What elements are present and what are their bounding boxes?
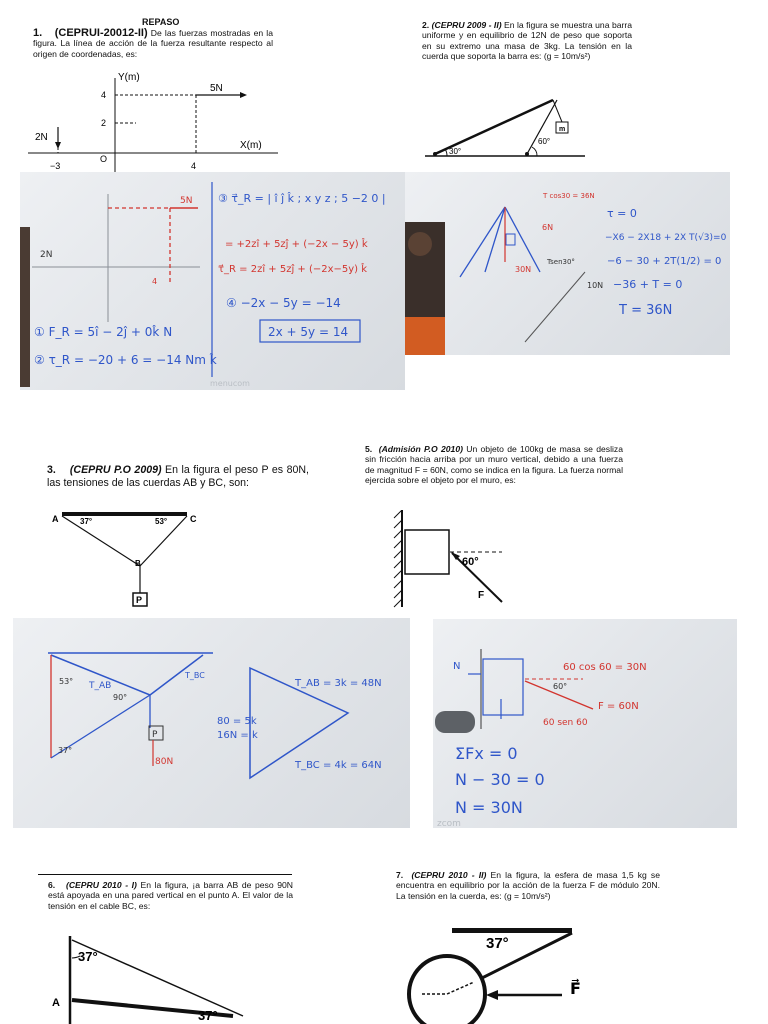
problem-3-source: (CEPRU P.O 2009)	[69, 464, 162, 476]
board3-tri-80: 80 = 5k	[217, 716, 257, 727]
board2-eq5: T = 36N	[619, 303, 673, 318]
problem-6-statement	[48, 880, 293, 911]
board1-4: 4	[152, 277, 158, 286]
problem-6-rule	[38, 874, 292, 875]
problem-1-figure	[28, 70, 288, 174]
angle-37-label: 37°	[486, 935, 509, 952]
problem-2-source: (CEPRU 2009 - II)	[431, 20, 502, 30]
board2-eq3: −6 − 30 + 2T(1/2) = 0	[607, 256, 722, 267]
tick-x4: 4	[191, 161, 197, 171]
board4-line2: N − 30 = 0	[455, 770, 545, 789]
problem-6-text: En la figura, ¡a barra AB de peso 90N está apoyada en una pared vertical en el punto A. El valor de la tensión en el cable BC, es:	[48, 880, 293, 911]
problem-5-figure	[362, 510, 522, 608]
board4-sen: 60 sen 60	[543, 718, 588, 728]
whiteboard-photo-4	[433, 619, 737, 828]
angle-37-label: 37°	[80, 517, 93, 526]
problem-6-figure	[48, 936, 258, 1024]
tick-xm3: −3	[50, 161, 61, 171]
problem-7-number: 7.	[396, 870, 404, 880]
tick-y2: 2	[101, 118, 107, 128]
problem-3-text: En la figura el peso P es 80N, las tensiones de las cuerdas AB y BC, son:	[47, 464, 309, 489]
x-axis-label: X(m)	[240, 140, 262, 151]
problem-5-source: (Admisión P.O 2010)	[378, 444, 463, 454]
point-a-label: A	[52, 997, 60, 1009]
tick-y4: 4	[101, 90, 107, 100]
problem-3-number: 3.	[47, 464, 56, 476]
mass-label: m	[559, 126, 566, 133]
problem-2-figure	[425, 94, 585, 160]
board2-10n: 10N	[587, 281, 604, 290]
board3-tab: T_AB	[89, 681, 112, 691]
problem-1-number: 1.	[33, 27, 43, 39]
board4-n: N	[453, 661, 461, 672]
board1-watermark: menucom	[210, 379, 250, 388]
point-a-label: A	[52, 514, 59, 524]
board1-eq7: 2x + 5y = 14	[268, 325, 349, 339]
board2-eq1: τ = 0	[607, 207, 637, 220]
problem-5-text: Un objeto de 100kg de masa se desliza sin fricción hacia arriba por un muro vertical, debido a una fuerza de magnitud F = 60N, como se indica en la figura. La fuerza normal ejercida sobre el objeto por el muro, es:	[365, 444, 623, 486]
board3-tbc: T_BC	[185, 671, 205, 680]
board3-53: 53°	[59, 677, 74, 686]
problem-7-source: (CEPRU 2010 - II)	[411, 870, 487, 880]
problem-1-text: De las fuerzas mostradas en la figura. La línea de acción de la fuerza resultante respecto al origen de coordenadas, es:	[33, 28, 273, 59]
board-4-drawing	[433, 619, 737, 828]
board2-tension: Tsen30°	[547, 258, 575, 266]
problem-1-source: (CEPRUI-20012-II)	[54, 27, 148, 39]
point-b-label: B	[135, 559, 141, 568]
board3-37: 37°	[58, 746, 73, 755]
board4-watermark: zcom	[437, 819, 461, 828]
board3-tri-16: 16N = k	[217, 730, 258, 741]
board2-eq4: −36 + T = 0	[613, 278, 683, 291]
board1-eq1: ① F_R = 5î − 2ĵ + 0k̂ N	[34, 325, 173, 339]
review-title: REPASO	[142, 17, 180, 27]
board3-80n: 80N	[155, 757, 174, 767]
board4-line3: N = 30N	[455, 798, 523, 817]
angle-top-label: 37°	[78, 949, 98, 964]
problem-3-statement	[47, 464, 309, 490]
board-2-drawing	[405, 172, 730, 355]
board2-6n: 6N	[542, 223, 554, 232]
board4-f: F = 60N	[598, 701, 639, 712]
board1-2n: 2N	[40, 250, 53, 260]
problem-3-figure	[40, 508, 215, 610]
force-f-label: F	[478, 590, 485, 601]
angle-bottom-label: 37°	[198, 1008, 218, 1023]
problem-7-statement	[396, 870, 660, 901]
problem-6-source: (CEPRU 2010 - I)	[65, 880, 137, 890]
board2-30n: 30N	[515, 265, 532, 274]
whiteboard-photo-3	[13, 618, 410, 828]
board3-90: 90°	[113, 693, 128, 702]
board1-eq3: ③ τ⃗_R = | î ĵ k̂ ; x y z ; 5 −2 0 |	[218, 192, 386, 205]
force-2n-label: 2N	[35, 132, 48, 143]
angle-53-label: 53°	[155, 517, 168, 526]
board1-eq5: τ⃗_R = 2zî + 5zĵ + (−2x−5y) k̂	[218, 264, 368, 275]
board1-eq6: ④ −2x − 5y = −14	[226, 296, 341, 310]
whiteboard-photo-1	[20, 172, 405, 390]
board1-5n: 5N	[180, 196, 193, 206]
board-3-drawing	[13, 618, 410, 828]
board4-angle: 60°	[553, 682, 568, 691]
problem-6-number: 6.	[48, 880, 56, 890]
problem-1-statement	[33, 28, 273, 59]
point-c-label: C	[190, 514, 197, 524]
problem-2-statement	[422, 20, 632, 62]
force-5n-label: 5N	[210, 83, 223, 94]
board3-tri-tbc: T_BC = 4k = 64N	[295, 760, 382, 771]
problem-7-figure	[392, 924, 612, 1024]
p-weight-label: P	[136, 595, 143, 605]
problem-2-text: En la figura se muestra una barra uniforme y en equilibrio de 12N de peso que soporta en su extremo una masa de 3kg. La tensión en la cuerda que soporta la barra es: (g = 10m/s²)	[422, 20, 633, 62]
whiteboard-photo-2	[405, 172, 730, 355]
origin-label: O	[100, 154, 108, 164]
problem-2-number: 2.	[422, 20, 430, 30]
board1-eq2: ② τ_R = −20 + 6 = −14 Nm k̂	[34, 353, 217, 367]
board-1-drawing	[20, 172, 405, 390]
problem-7-text: En la figura, la esfera de masa 1,5 kg se encuentra en equilibrio por la acción de la fuerza F de módulo 20N. La tensión en la cuerda, es: (g = 10m/s²)	[396, 870, 661, 901]
board1-eq4: = +2zî + 5zĵ + (−2x − 5y) k̂	[225, 239, 368, 250]
board4-sum: ΣFx = 0	[455, 744, 518, 763]
angle-30-label: 30°	[449, 147, 462, 156]
angle-60-label: 60°	[538, 137, 551, 146]
board4-top: 60 cos 60 = 30N	[563, 662, 647, 673]
angle-60-label: 60°	[462, 556, 479, 568]
board2-eq2: −X6 − 2X18 + 2X T(√3)=0	[605, 233, 727, 243]
problem-5-statement	[365, 444, 623, 486]
board3-tri-tab: T_AB = 3k = 48N	[295, 678, 382, 689]
y-axis-label: Y(m)	[118, 72, 140, 83]
board3-p: P	[152, 730, 158, 740]
problem-5-number: 5.	[365, 444, 373, 454]
force-f-label: F⃗	[570, 981, 581, 998]
board2-top: T cos30 = 36N	[543, 192, 595, 200]
